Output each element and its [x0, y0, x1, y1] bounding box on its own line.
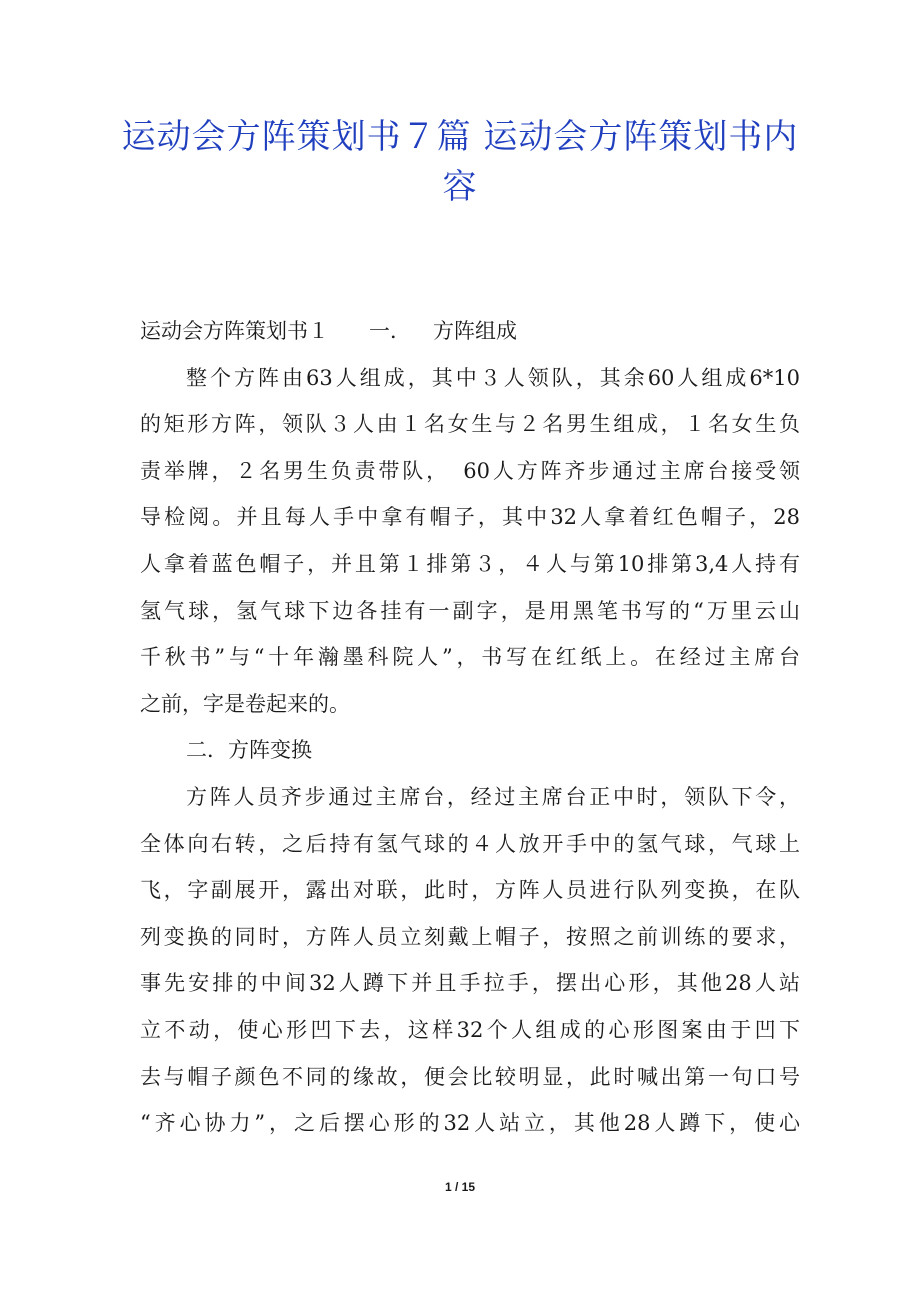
section-2-heading: 二．方阵变换 [186, 738, 312, 763]
section-1-heading [140, 308, 800, 355]
text-line: 责举牌，２名男生负责带队， 60人方阵齐步通过主席台接受领 [140, 458, 800, 483]
text-line: 事先安排的中间32人蹲下并且手拉手，摆出心形，其他28人站 [140, 971, 800, 996]
text-line: 人拿着蓝色帽子，并且第１排第３，４人与第10排第3,4人持有 [140, 551, 800, 576]
text-line: 整个方阵由63人组成，其中３人领队，其余60人组成6*10 [186, 365, 800, 390]
text-line: 方阵人员齐步通过主席台，经过主席台正中时，领队下令， [186, 784, 800, 809]
section-1-number: 一． [369, 319, 411, 343]
document-body [140, 308, 800, 1147]
paragraph-formation [140, 355, 800, 728]
text-line: 全体向右转，之后持有氢气球的４人放开手中的氢气球，气球上 [140, 831, 800, 856]
text-line: 导检阅。并且每人手中拿有帽子，其中32人拿着红色帽子，28 [140, 505, 800, 530]
text-line: 列变换的同时，方阵人员立刻戴上帽子，按照之前训练的要求， [140, 924, 800, 949]
page-title: 运动会方阵策划书７篇 运动会方阵策划书内容 [121, 117, 799, 207]
section-1-title: 方阵组成 [433, 319, 517, 343]
page-number: 1 / 15 [444, 1180, 476, 1194]
text-line: 立不动，使心形凹下去，这样32个人组成的心形图案由于凹下 [140, 1017, 800, 1042]
text-line: 之前，字是卷起来的。 [140, 691, 350, 716]
text-line: 氢气球，氢气球下边各挂有一副字，是用黑笔书写的“万里云山 [140, 598, 800, 623]
text-line: 飞，字副展开，露出对联，此时，方阵人员进行队列变换，在队 [140, 878, 800, 903]
text-line: 的矩形方阵，领队３人由１名女生与２名男生组成，１名女生负 [140, 412, 800, 437]
text-line: 千秋书”与“十年瀚墨科院人”，书写在红纸上。在经过主席台 [140, 645, 800, 670]
text-line: 去与帽子颜色不同的缘故，便会比较明显，此时喊出第一句口号 [140, 1064, 800, 1089]
text-line: “齐心协力”，之后摆心形的32人站立，其他28人蹲下，使心 [140, 1111, 800, 1136]
doc-label: 运动会方阵策划书１ [140, 319, 329, 343]
paragraph-transformation [140, 774, 800, 1147]
